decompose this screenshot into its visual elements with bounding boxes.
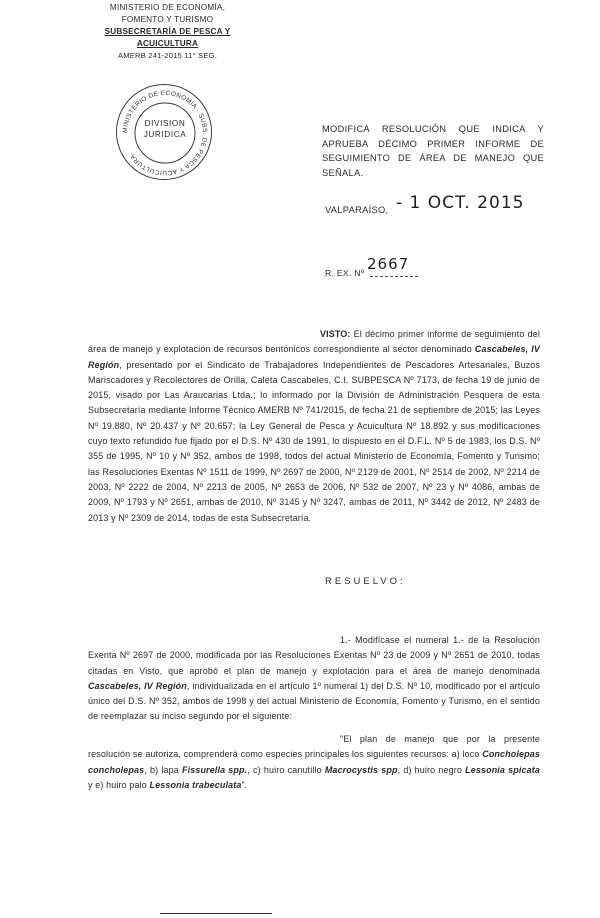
quote-text-2: , b) lapa — [144, 764, 182, 775]
resolution-number-underline — [370, 276, 418, 277]
letterhead-ministry: MINISTERIO DE ECONOMÍA, — [109, 3, 226, 12]
species-4: Lessonia spicata — [465, 764, 541, 775]
resolution-number: 2667 — [367, 255, 410, 273]
stamp-line-2: JURIDICA — [143, 130, 187, 139]
visto-paragraph — [88, 327, 540, 526]
visto-text-1: El décimo primer informe de seguimiento del área de manejo y explotación de recursos bentónicos correspondiente al sector denominado — [88, 329, 540, 355]
letterhead-subsecretariat: SUBSECRETARÍA DE PESCA Y ACUICULTURA — [104, 27, 231, 48]
quoted-paragraph — [88, 732, 540, 793]
resolution-number-label: R. EX. Nº — [325, 268, 365, 278]
division-juridica-stamp — [116, 84, 212, 180]
letterhead-reference: AMERB 241-2015 11° SEG. — [117, 51, 218, 60]
resuelvo-heading: RESUELVO: — [325, 576, 406, 587]
stamp-line-1: DIVISION — [144, 119, 186, 128]
species-2: Fissurella spp. — [181, 764, 248, 775]
resolution-point-1 — [88, 633, 540, 725]
point-1-sector: Cascabeles, IV Región — [88, 680, 187, 691]
point-1-text-2: , individualizada en el artículo 1º numeral 1) del D.S. Nº 10, modificado por el artículo único del D.S. Nº 352, ambos de 1998 y del actual Ministerio de Economía, Fomento y Turismo, en el sentido de reemplazar su inciso segundo por el siguiente: — [88, 680, 540, 722]
footnote-rule — [160, 913, 272, 914]
quote-text-4: , d) huiro negro — [397, 764, 466, 775]
visto-text-2: , presentado por el Sindicato de Trabajadores Independientes de Pescadores Artesanales, Buzos Mariscadores y Recolectores de Orilla, Caleta Cascabeles, C.I. SUBPESCA Nº 7173, de fecha 19 de junio de 2015, visado por Las Araucarias Ltda.; lo informado por la División de Administración Pesquera de esta Subsecretaría mediante Informe Técnico AMERB Nº 741/2015, de fecha 21 de septiembre de 2015; las Leyes Nº 19.880, Nº 20.437 y Nº 20.657; la Ley General de Pesca y Acuicultura Nº 18.892 y sus modificaciones cuyo texto refundido fue fijado por el D.S. Nº 430 de 1991, lo dispuesto en el D.F.L. Nº 5 de 1983, los D.S. Nº 355 de 1995, Nº 10 y Nº 352, ambos de 1998, todos del actual Ministerio de Economía, Fomento y Turismo; las Resoluciones Exentas Nº 1511 de 1999, Nº 2697 de 2000, Nº 2129 de 2001, Nº 2514 de 2002, Nº 2214 de 2003, Nº 2222 de 2004, Nº 2213 de 2005, Nº 2653 de 2006, Nº 532 de 2007, Nº 23 y Nº 4086, ambas de 2009, Nº 1793 y Nº 2651, ambas de 2010, Nº 3145 y Nº 3247, ambas de 2011, Nº 3442 de 2012, Nº 2483 de 2013 y Nº 2309 de 2014, todas de esta Subsecretaría. — [88, 359, 540, 523]
date-stamp: - 1 OCT. 2015 — [396, 193, 525, 213]
species-3: Macrocystis spp — [324, 764, 398, 775]
letterhead-ministry-2: FOMENTO Y TURISMO — [121, 15, 214, 24]
quote-text-6: ". — [241, 779, 248, 790]
point-1-text-1: 1.- Modifícase el numeral 1.- de la Resolución Exenta Nº 2697 de 2000, modificada por las Resoluciones Exentas Nº 23 de 2009 y Nº 2651 de 2010, todas citadas en Visto, que aprobó el plan de manejo y explotación para el área de manejo denominada — [88, 635, 540, 676]
species-5: Lessonia trabeculata — [149, 779, 242, 790]
stamp-ring-text: MINISTERIO DE ECONOMÍA · SUBS. DE PESCA Y ACUICULTURA — [121, 89, 209, 177]
place-label: VALPARAÍSO, — [325, 205, 389, 215]
quote-text-5: y e) huiro palo — [88, 779, 150, 790]
quote-text-3: , c) huiro canutillo — [247, 764, 325, 775]
stamp-center — [139, 118, 191, 140]
letterhead — [80, 2, 255, 62]
quote-text-1: "El plan de manejo que por la presente resolución se autoriza, comprenderá como especies principales los siguientes recursos: a) loco — [88, 734, 540, 760]
species-1: Concholepas concholepas — [88, 749, 540, 775]
resolution-subject: MODIFICA RESOLUCIÓN QUE INDICA Y APRUEBA DÉCIMO PRIMER INFORME DE SEGUIMIENTO DE ÁREA DE MANEJO QUE SEÑALA. — [322, 124, 544, 178]
visto-sector: Cascabeles, IV Región — [88, 344, 540, 370]
visto-label: VISTO: — [320, 329, 351, 339]
